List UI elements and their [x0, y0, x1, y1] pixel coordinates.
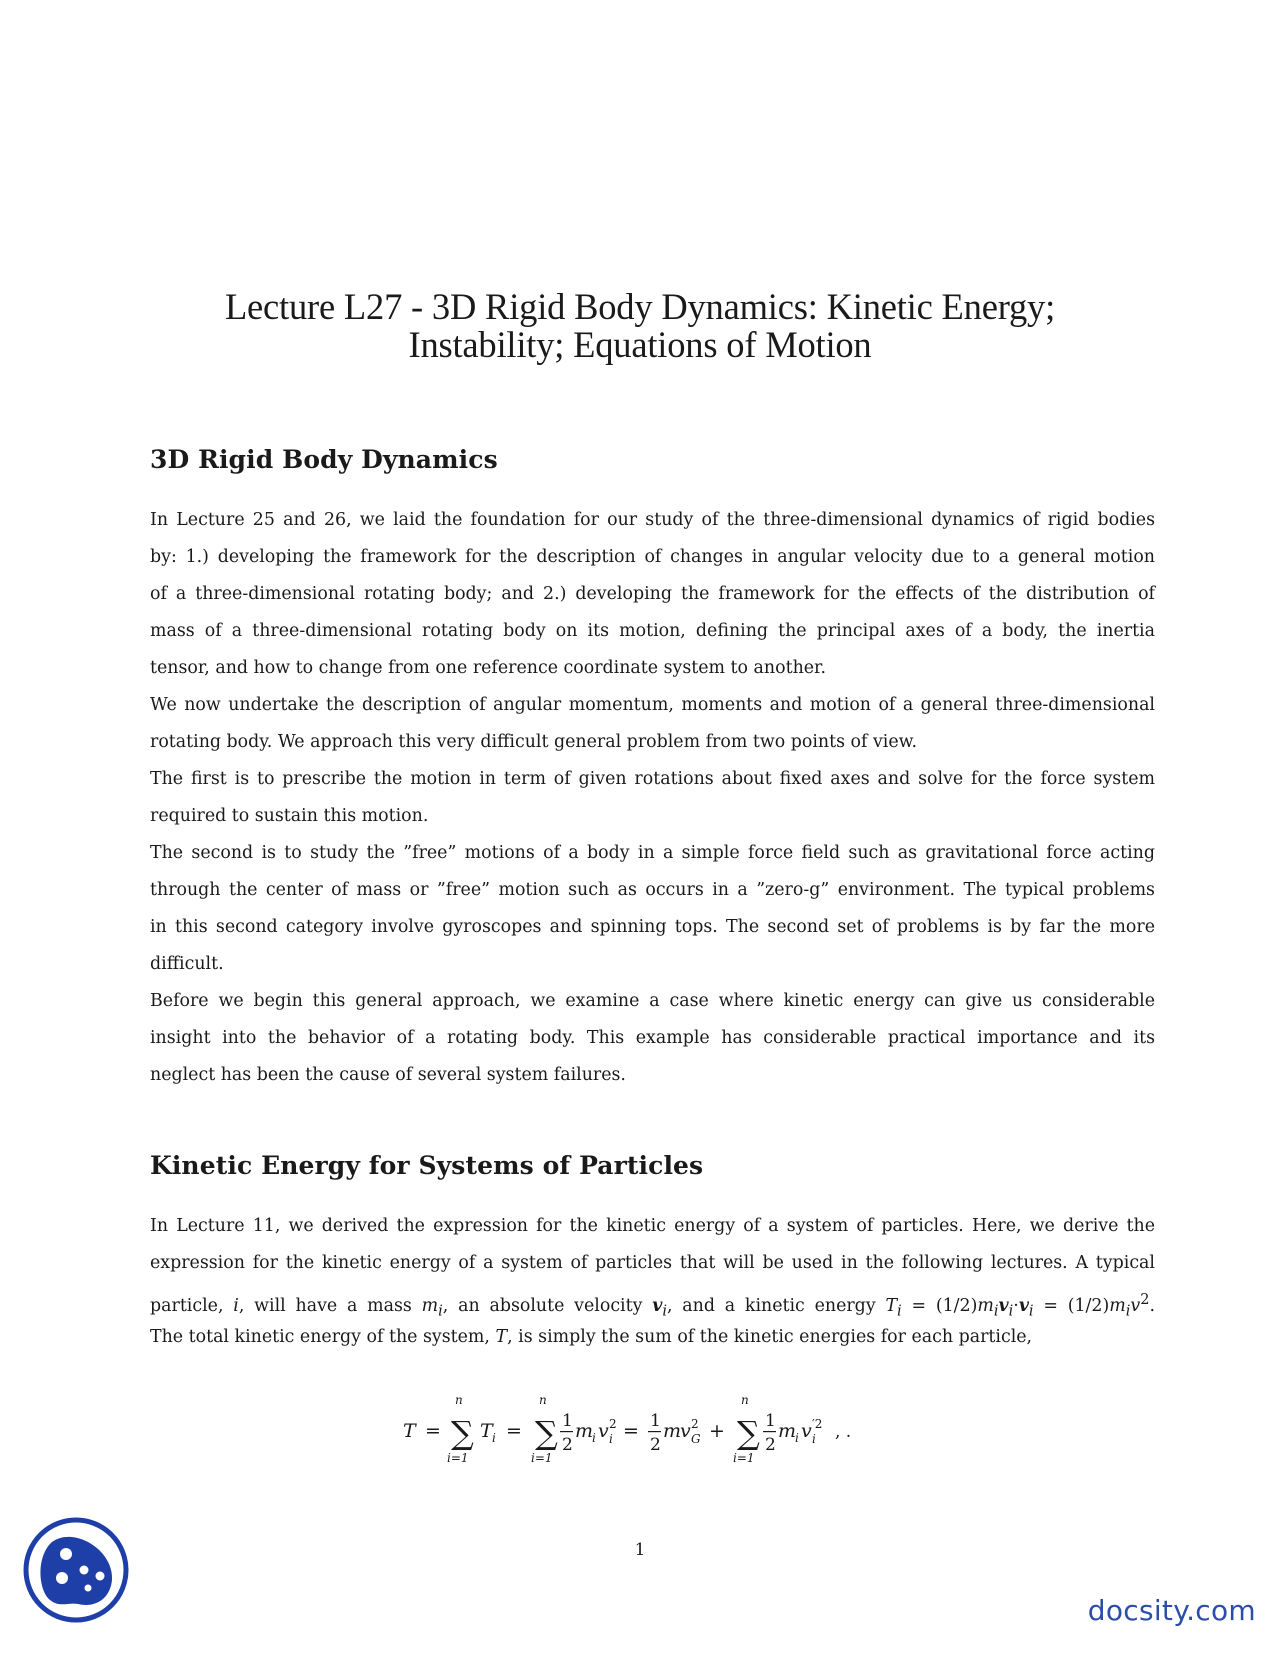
docsity-brand-link[interactable]: docsity.com — [1087, 1594, 1256, 1627]
eq-m: m — [778, 1420, 797, 1442]
body-line: In Lecture 11, we derived the expression for the kinetic energy of a system of particles. Here, we derive the — [150, 1216, 1155, 1236]
eq-half-den: 2 — [562, 1435, 573, 1455]
section-heading-kinetic-energy: Kinetic Energy for Systems of Particles — [150, 1151, 704, 1180]
body-line: neglect has been the cause of several system failures. — [150, 1065, 626, 1085]
eq-sub-i: i — [812, 1432, 816, 1446]
fraction-bar — [763, 1431, 776, 1432]
eq-tail: , . — [835, 1422, 852, 1442]
fraction-bar — [648, 1431, 661, 1432]
eq-sum2-lower: i=1 — [531, 1451, 553, 1465]
eq-sub-i: i — [795, 1431, 799, 1445]
eq-v: v — [598, 1420, 609, 1442]
section2-body — [150, 1208, 1155, 1356]
eq-v: v — [680, 1420, 691, 1442]
body-line: We now undertake the description of angular momentum, moments and motion of a general three-dimensional — [150, 695, 1155, 715]
eq-sum1-lower: i=1 — [447, 1451, 469, 1465]
eq-prime-sup: ′2 — [812, 1417, 823, 1431]
eq-half-num: 1 — [650, 1411, 661, 1431]
body-line: insight into the behavior of a rotating body. This example has considerable practical importance and its — [150, 1028, 1155, 1048]
body-line: tensor, and how to change from one reference coordinate system to another. — [150, 658, 826, 678]
eq-Ti-sub: i — [492, 1431, 496, 1445]
eq-sup-2: 2 — [691, 1417, 699, 1431]
eq-sum1-upper: n — [455, 1393, 463, 1407]
body-line: of a three-dimensional rotating body; and 2.) developing the framework for the effects of the distribution of — [150, 584, 1155, 604]
eq-equals: = — [623, 1420, 639, 1442]
title-line-1: Lecture L27 - 3D Rigid Body Dynamics: Kinetic Energy; — [224, 286, 1056, 327]
eq-plus: + — [709, 1420, 725, 1442]
title-line-2: Instability; Equations of Motion — [408, 324, 872, 365]
document-title — [150, 288, 1130, 364]
eq-sub-G: G — [691, 1432, 701, 1446]
body-line: required to sustain this motion. — [150, 806, 429, 826]
eq-half-den: 2 — [765, 1435, 776, 1455]
eq-sub-i: i — [592, 1431, 596, 1445]
kinetic-energy-equation — [0, 1386, 1280, 1466]
eq-equals: = — [506, 1420, 522, 1442]
body-line: through the center of mass or ”free” motion such as occurs in a ”zero-g” environment. The typical problems — [150, 880, 1155, 900]
eq-sup-2: 2 — [609, 1417, 617, 1431]
eq-sum3-upper: n — [741, 1393, 749, 1407]
body-line: In Lecture 25 and 26, we laid the foundation for our study of the three-dimensional dynamics of rigid bodies — [150, 510, 1155, 530]
fraction-bar — [560, 1431, 573, 1432]
page-number: 1 — [634, 1540, 646, 1560]
eq-m: m — [575, 1420, 594, 1442]
body-line: in this second category involve gyroscopes and spinning tops. The second set of problems is by far the more — [150, 917, 1155, 937]
eq-equals: = — [425, 1420, 441, 1442]
sum-sign-icon: ∑ — [737, 1414, 760, 1452]
docsity-logo-icon[interactable] — [22, 1516, 130, 1624]
eq-sum3-lower: i=1 — [733, 1451, 755, 1465]
body-line: The second is to study the ”free” motions of a body in a simple force field such as gravitational force acting — [150, 843, 1155, 863]
eq-Ti: T — [480, 1420, 493, 1442]
body-line: difficult. — [150, 954, 224, 974]
eq-sub-i: i — [609, 1432, 613, 1446]
body-line: expression for the kinetic energy of a system of particles that will be used in the following lectures. A typical — [150, 1253, 1155, 1273]
sum-sign-icon: ∑ — [535, 1414, 558, 1452]
body-line: by: 1.) developing the framework for the description of changes in angular velocity due to a general motion — [150, 547, 1155, 567]
eq-half-num: 1 — [562, 1411, 573, 1431]
body-line: mass of a three-dimensional rotating body on its motion, defining the principal axes of a body, the inertia — [150, 621, 1155, 641]
eq-sum2-upper: n — [539, 1393, 547, 1407]
body-line-with-math: The total kinetic energy of the system, T, is simply the sum of the kinetic energies for each particle, — [150, 1327, 1033, 1347]
body-line: Before we begin this general approach, we examine a case where kinetic energy can give us considerable — [150, 991, 1155, 1011]
section-heading-3d-rigid-body: 3D Rigid Body Dynamics — [150, 445, 498, 474]
eq-half-num: 1 — [765, 1411, 776, 1431]
eq-m: m — [663, 1420, 682, 1442]
sum-sign-icon: ∑ — [451, 1414, 474, 1452]
body-line-with-math: particle, i, will have a mass $m_i$, an absolute velocity $v_i$, and a kinetic energy $T_i = (1/2)m_iv_i\cdot v_i = (1/2)m_iv^2$. — [150, 1292, 1155, 1320]
section1-body — [150, 502, 1155, 1094]
body-line: rotating body. We approach this very difficult general problem from two points of view. — [150, 732, 917, 752]
body-line: The first is to prescribe the motion in term of given rotations about fixed axes and solve for the force system — [150, 769, 1155, 789]
eq-v: v — [801, 1420, 812, 1442]
eq-lhs-T: T — [403, 1420, 416, 1442]
eq-half-den: 2 — [650, 1435, 661, 1455]
